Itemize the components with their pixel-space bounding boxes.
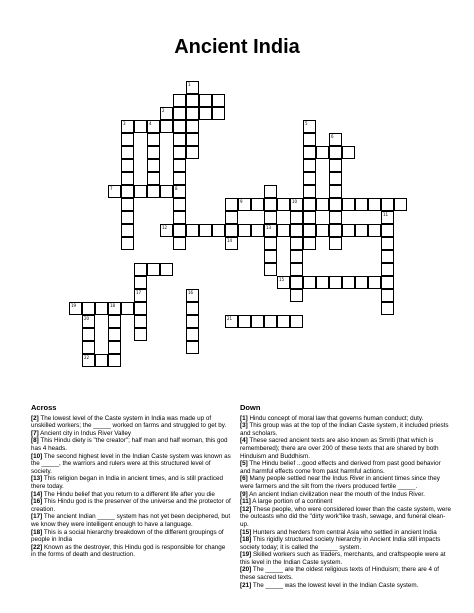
clue-number: [3]: [240, 422, 248, 430]
grid-cell[interactable]: [108, 328, 121, 341]
down-clue: [240, 536, 452, 551]
grid-cell[interactable]: [82, 354, 95, 367]
grid-cell[interactable]: [186, 133, 199, 146]
grid-cell[interactable]: [303, 120, 316, 133]
clue-text: This Hindu diety is "the creator"; half man and half woman, this god has 4 heads.: [31, 437, 228, 452]
across-clue: [31, 453, 231, 476]
grid-cell[interactable]: [342, 198, 355, 211]
grid-cell[interactable]: [108, 185, 121, 198]
grid-cell[interactable]: [225, 224, 238, 237]
grid-cell[interactable]: [225, 315, 238, 328]
clue-text: Known as the destroyer, this Hindu god is responsible for change in the forms of death and destruction.: [31, 543, 226, 559]
grid-cell[interactable]: [381, 237, 394, 250]
grid-cell[interactable]: [147, 120, 160, 133]
grid-cell[interactable]: [303, 237, 316, 250]
grid-cell[interactable]: [251, 224, 264, 237]
down-clue: [240, 475, 452, 490]
cell-number: 2: [162, 108, 165, 113]
clue-text: These people, who were considered lower than the caste system, were the outcasts who did the "dirty work"like trash, sewage, and funeral clean-up.: [240, 505, 451, 528]
grid-cell[interactable]: [147, 172, 160, 185]
cell-number: 11: [383, 212, 389, 217]
down-clue: [240, 529, 452, 537]
clue-number: [5]: [240, 460, 248, 468]
clue-text: This Hindu god is the preserver of the universe and the protector of creation.: [31, 498, 231, 513]
grid-cell[interactable]: [381, 211, 394, 224]
grid-cell[interactable]: [121, 159, 134, 172]
clue-number: [18]: [31, 528, 43, 536]
grid-cell[interactable]: [147, 133, 160, 146]
grid-cell[interactable]: [121, 172, 134, 185]
grid-cell[interactable]: [251, 315, 264, 328]
grid-cell[interactable]: [121, 185, 134, 198]
down-clue: [240, 422, 452, 437]
grid-cell[interactable]: [121, 198, 134, 211]
grid-cell[interactable]: [290, 289, 303, 302]
grid-cell[interactable]: [212, 94, 225, 107]
grid-cell[interactable]: [277, 315, 290, 328]
grid-cell[interactable]: [186, 302, 199, 315]
across-clue: [31, 437, 231, 452]
grid-cell[interactable]: [264, 198, 277, 211]
grid-cell[interactable]: [212, 107, 225, 120]
grid-cell[interactable]: [238, 315, 251, 328]
clue-number: [22]: [31, 543, 43, 551]
grid-cell[interactable]: [173, 146, 186, 159]
grid-cell[interactable]: [212, 224, 225, 237]
grid-cell[interactable]: [95, 354, 108, 367]
grid-cell[interactable]: [173, 237, 186, 250]
grid-cell[interactable]: [381, 276, 394, 289]
clue-number: [17]: [31, 513, 43, 521]
grid-cell[interactable]: [95, 302, 108, 315]
grid-cell[interactable]: [199, 107, 212, 120]
clue-number: [15]: [240, 528, 252, 536]
grid-cell[interactable]: [186, 289, 199, 302]
grid-cell[interactable]: [264, 211, 277, 224]
grid-cell[interactable]: [264, 315, 277, 328]
cell-number: 20: [84, 316, 90, 321]
grid-cell[interactable]: [186, 107, 199, 120]
clue-number: [16]: [31, 498, 43, 506]
across-clues: [31, 404, 231, 559]
grid-cell[interactable]: [381, 263, 394, 276]
grid-cell[interactable]: [329, 185, 342, 198]
clue-number: [8]: [31, 437, 39, 445]
clue-number: [13]: [31, 475, 43, 483]
grid-cell[interactable]: [342, 224, 355, 237]
clue-text: This rigidly structured society hierarchy in Ancient India still impacts society today; it is called the _____ system.: [240, 536, 441, 551]
clue-text: Ancient city in Indus River Valley: [40, 429, 131, 437]
down-clues: [240, 404, 452, 589]
clue-number: [9]: [240, 490, 248, 498]
grid-cell[interactable]: [108, 315, 121, 328]
grid-cell[interactable]: [381, 250, 394, 263]
cell-number: 18: [110, 303, 116, 308]
grid-cell[interactable]: [186, 328, 199, 341]
clue-number: [4]: [240, 437, 248, 445]
grid-cell[interactable]: [394, 198, 407, 211]
down-clue: [240, 582, 452, 590]
clue-number: [7]: [31, 429, 39, 437]
down-clue: [240, 551, 452, 566]
grid-cell[interactable]: [316, 146, 329, 159]
grid-cell[interactable]: [290, 276, 303, 289]
grid-cell[interactable]: [173, 94, 186, 107]
grid-cell[interactable]: [316, 198, 329, 211]
page-title: Ancient India: [174, 36, 300, 58]
grid-cell[interactable]: [329, 146, 342, 159]
grid-cell[interactable]: [82, 302, 95, 315]
across-clue: [31, 491, 231, 499]
grid-cell[interactable]: [225, 211, 238, 224]
grid-cell[interactable]: [173, 159, 186, 172]
grid-cell[interactable]: [329, 198, 342, 211]
grid-cell[interactable]: [121, 146, 134, 159]
grid-cell[interactable]: [134, 289, 147, 302]
grid-cell[interactable]: [121, 237, 134, 250]
grid-cell[interactable]: [225, 198, 238, 211]
grid-cell[interactable]: [173, 172, 186, 185]
grid-cell[interactable]: [355, 276, 368, 289]
grid-cell[interactable]: [147, 263, 160, 276]
grid-cell[interactable]: [264, 224, 277, 237]
clue-text: Hindu concept of moral law that governs human conduct; duty.: [249, 414, 424, 422]
grid-cell[interactable]: [186, 224, 199, 237]
grid-cell[interactable]: [303, 211, 316, 224]
grid-cell[interactable]: [160, 224, 173, 237]
grid-cell[interactable]: [277, 276, 290, 289]
grid-cell[interactable]: [251, 198, 264, 211]
grid-cell[interactable]: [147, 146, 160, 159]
grid-cell[interactable]: [186, 315, 199, 328]
grid-cell[interactable]: [160, 263, 173, 276]
grid-cell[interactable]: [108, 302, 121, 315]
grid-cell[interactable]: [69, 302, 82, 315]
grid-cell[interactable]: [342, 276, 355, 289]
cell-number: 19: [71, 303, 77, 308]
grid-cell[interactable]: [199, 94, 212, 107]
across-clue: [31, 544, 231, 559]
cell-number: 14: [227, 238, 233, 243]
grid-cell[interactable]: [329, 211, 342, 224]
cell-number: 6: [331, 134, 334, 139]
grid-cell[interactable]: [290, 224, 303, 237]
cell-number: 22: [84, 355, 90, 360]
clue-number: [19]: [240, 551, 252, 559]
down-clue-list: [240, 415, 452, 590]
grid-cell[interactable]: [303, 133, 316, 146]
grid-cell[interactable]: [121, 302, 134, 315]
down-clue: [240, 491, 452, 499]
cell-number: 15: [279, 277, 285, 282]
cell-number: 13: [266, 225, 272, 230]
grid-cell[interactable]: [316, 224, 329, 237]
grid-cell[interactable]: [134, 328, 147, 341]
clue-number: [6]: [240, 475, 248, 483]
grid-cell[interactable]: [121, 133, 134, 146]
clue-number: [1]: [240, 414, 248, 422]
grid-cell[interactable]: [108, 354, 121, 367]
clue-text: The lowest level of the Caste system in India was made up of unskilled workers; the _____ worked on farms and struggled to get by.: [31, 414, 227, 430]
grid-cell[interactable]: [303, 172, 316, 185]
cell-number: 9: [240, 199, 243, 204]
across-clue: [31, 430, 231, 438]
grid-cell[interactable]: [381, 224, 394, 237]
grid-cell[interactable]: [342, 146, 355, 159]
grid-cell[interactable]: [134, 302, 147, 315]
grid-cell[interactable]: [173, 133, 186, 146]
grid-cell[interactable]: [134, 276, 147, 289]
grid-cell[interactable]: [238, 224, 251, 237]
grid-cell[interactable]: [121, 120, 134, 133]
across-clue: [31, 529, 231, 544]
clue-number: [14]: [31, 490, 43, 498]
grid-cell[interactable]: [121, 224, 134, 237]
grid-cell[interactable]: [173, 198, 186, 211]
grid-cell[interactable]: [264, 185, 277, 198]
down-clue: [240, 460, 452, 475]
grid-cell[interactable]: [303, 185, 316, 198]
clue-text: Many people settled near the Indus River in ancient times since they were farmers and the silt from the rivers produced fertile _____.: [240, 475, 440, 490]
grid-cell[interactable]: [186, 341, 199, 354]
grid-cell[interactable]: [264, 263, 277, 276]
clue-number: [18]: [240, 536, 252, 544]
grid-cell[interactable]: [121, 211, 134, 224]
grid-cell[interactable]: [303, 198, 316, 211]
cell-number: 17: [136, 290, 142, 295]
grid-cell[interactable]: [186, 146, 199, 159]
across-heading: Across: [31, 403, 57, 412]
grid-cell[interactable]: [173, 107, 186, 120]
grid-cell[interactable]: [199, 224, 212, 237]
cell-number: 4: [149, 121, 152, 126]
grid-cell[interactable]: [134, 263, 147, 276]
grid-cell[interactable]: [277, 198, 290, 211]
grid-cell[interactable]: [160, 185, 173, 198]
grid-cell[interactable]: [329, 133, 342, 146]
clue-text: A large portion of a continent: [252, 498, 333, 506]
clue-text: This group was at the top of the Indian Caste system, it included priests and scholars.: [240, 422, 449, 437]
grid-cell[interactable]: [290, 198, 303, 211]
grid-cell[interactable]: [82, 315, 95, 328]
grid-cell[interactable]: [329, 276, 342, 289]
down-clue: [240, 415, 452, 423]
cell-number: 5: [305, 121, 308, 126]
grid-cell[interactable]: [316, 276, 329, 289]
grid-cell[interactable]: [173, 211, 186, 224]
clue-number: [12]: [240, 505, 252, 513]
grid-cell[interactable]: [264, 237, 277, 250]
grid-cell[interactable]: [173, 120, 186, 133]
grid-cell[interactable]: [147, 159, 160, 172]
cell-number: 16: [188, 290, 194, 295]
grid-cell[interactable]: [82, 328, 95, 341]
across-clue: [31, 498, 231, 513]
cell-number: 12: [162, 225, 168, 230]
cell-number: 3: [123, 121, 126, 126]
cell-number: 1: [188, 82, 191, 87]
grid-cell[interactable]: [264, 250, 277, 263]
clue-number: [10]: [31, 452, 43, 460]
grid-cell[interactable]: [108, 341, 121, 354]
clue-text: The _____ are the oldest religious texts of Hinduism; there are 4 of these sacred texts.: [240, 566, 440, 582]
clue-text: Hunters and herders from central Asia who settled in ancient India: [252, 528, 437, 536]
grid-cell[interactable]: [368, 224, 381, 237]
grid-cell[interactable]: [329, 224, 342, 237]
grid-cell[interactable]: [186, 120, 199, 133]
clue-text: These sacred ancient texts are also known as Smriti (that which is remembered); there are over 200 of these texts that are shared by both Hinduism and Buddhism.: [240, 437, 439, 460]
down-clue: [240, 498, 452, 506]
across-clue-list: [31, 415, 231, 559]
grid-cell[interactable]: [290, 315, 303, 328]
grid-cell[interactable]: [134, 315, 147, 328]
grid-cell[interactable]: [173, 185, 186, 198]
grid-cell[interactable]: [82, 341, 95, 354]
grid-cell[interactable]: [225, 237, 238, 250]
cell-number: 8: [175, 186, 178, 191]
down-clue: [240, 506, 452, 529]
grid-cell[interactable]: [134, 185, 147, 198]
grid-cell[interactable]: [303, 224, 316, 237]
grid-cell[interactable]: [160, 107, 173, 120]
grid-cell[interactable]: [381, 289, 394, 302]
grid-cell[interactable]: [381, 198, 394, 211]
grid-cell[interactable]: [381, 302, 394, 315]
grid-cell[interactable]: [134, 120, 147, 133]
clue-text: The Hindu belief that you return to a different life after you die: [43, 490, 215, 498]
down-clue: [240, 437, 452, 460]
grid-cell[interactable]: [173, 224, 186, 237]
clue-number: [11]: [240, 498, 251, 506]
grid-cell[interactable]: [303, 276, 316, 289]
grid-cell[interactable]: [186, 94, 199, 107]
cell-number: 7: [110, 186, 113, 191]
grid-cell[interactable]: [290, 237, 303, 250]
grid-cell[interactable]: [238, 198, 251, 211]
clue-number: [21]: [240, 581, 252, 589]
grid-cell[interactable]: [368, 276, 381, 289]
cell-number: 10: [292, 199, 298, 204]
clue-number: [20]: [240, 566, 252, 574]
clue-text: The second highest level in the Indian Caste system was known as the _____, the warriors and rulers were at this structured level of society.: [31, 452, 231, 475]
clue-text: This religion began in India in ancient times, and is still practiced there today.: [31, 475, 224, 490]
grid-cell[interactable]: [329, 159, 342, 172]
clue-text: This is a social hierarchy breakdown of the different groupings of people in India: [31, 528, 224, 544]
grid-cell[interactable]: [355, 224, 368, 237]
grid-cell[interactable]: [147, 185, 160, 198]
across-clue: [31, 415, 231, 430]
grid-cell[interactable]: [355, 198, 368, 211]
grid-cell[interactable]: [368, 198, 381, 211]
grid-cell[interactable]: [290, 211, 303, 224]
clue-number: [2]: [31, 414, 39, 422]
grid-cell[interactable]: [329, 237, 342, 250]
grid-cell[interactable]: [186, 81, 199, 94]
cell-number: 21: [227, 316, 233, 321]
grid-cell[interactable]: [303, 159, 316, 172]
across-clue: [31, 475, 231, 490]
clue-text: The ancient Indian _____ system has not yet been deciphered, but we know they were intelligent enough to have a language.: [31, 513, 231, 528]
grid-cell[interactable]: [277, 224, 290, 237]
clue-text: Skilled workers such as traders, merchants, and craftspeople were at this level in the Indian Caste system.: [240, 551, 446, 566]
clue-text: An ancient Indian civilization near the mouth of the Indus River.: [249, 490, 425, 498]
grid-cell[interactable]: [329, 172, 342, 185]
grid-cell[interactable]: [290, 250, 303, 263]
down-clue: [240, 566, 452, 581]
grid-cell[interactable]: [290, 263, 303, 276]
grid-cell[interactable]: [303, 146, 316, 159]
clue-text: The Hindu belief ...good effects and derived from past good behavior and harmful effects come from past harmful actions.: [240, 460, 441, 475]
clue-text: The _____ was the lowest level in the Indian Caste system.: [252, 581, 419, 589]
across-clue: [31, 513, 231, 528]
down-heading: Down: [240, 403, 261, 412]
grid-cell[interactable]: [160, 120, 173, 133]
